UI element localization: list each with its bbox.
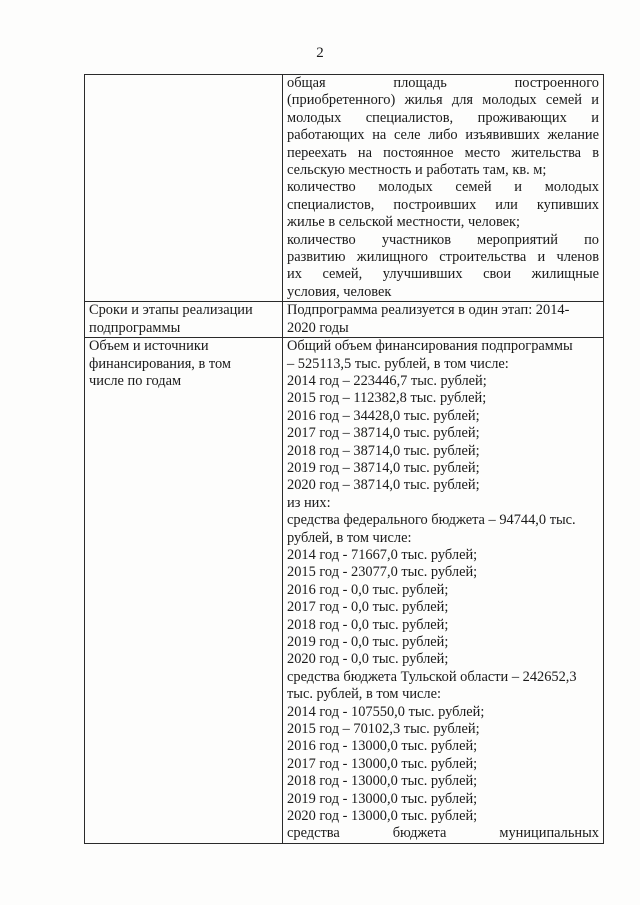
row-label-indicators <box>85 75 283 302</box>
text-line: жилье в сельской местности, человек; <box>287 214 521 231</box>
text-line: средства бюджета Тульской области – 242652,3 <box>287 668 577 685</box>
text-line: Общий объем финансирования подпрограммы <box>287 338 573 355</box>
label-line: финансирования, в том <box>89 355 232 372</box>
text-line: молодых специалистов, проживающих и <box>287 109 599 126</box>
text-line: 2015 год – 112382,8 тыс. рублей; <box>287 390 487 407</box>
row-value-indicators <box>283 75 604 302</box>
text-line: 2020 год – 38714,0 тыс. рублей; <box>287 477 480 494</box>
label-line: Сроки и этапы реализации <box>89 302 253 319</box>
text-line: сельскую местность и работать там, кв. м; <box>287 162 547 179</box>
passport-table <box>84 74 604 844</box>
text-line: 2017 год – 38714,0 тыс. рублей; <box>287 425 480 442</box>
text-line: 2014 год - 71667,0 тыс. рублей; <box>287 546 478 563</box>
text-line: 2020 год - 0,0 тыс. рублей; <box>287 651 449 668</box>
text-line: 2020 год - 13000,0 тыс. рублей; <box>287 808 478 825</box>
label-line: подпрограммы <box>89 319 181 336</box>
label-line: числе по годам <box>89 372 182 389</box>
text-line: 2015 год – 70102,3 тыс. рублей; <box>287 721 480 738</box>
text-line: средства бюджета муниципальных <box>287 825 599 842</box>
table-row-indicators <box>85 75 604 302</box>
text-line: средства федерального бюджета – 94744,0 тыс. <box>287 512 576 529</box>
row-value-financing <box>283 338 604 844</box>
text-line: 2017 год - 0,0 тыс. рублей; <box>287 599 449 616</box>
text-line: работающих на селе либо изъявивших желание <box>287 127 599 144</box>
text-line: 2016 год - 13000,0 тыс. рублей; <box>287 738 478 755</box>
text-line: 2016 год – 34428,0 тыс. рублей; <box>287 407 480 424</box>
text-line: 2016 год - 0,0 тыс. рублей; <box>287 581 449 598</box>
text-line: 2019 год - 13000,0 тыс. рублей; <box>287 790 478 807</box>
text-line: 2014 год – 223446,7 тыс. рублей; <box>287 372 487 389</box>
table-row-financing <box>85 338 604 844</box>
text-line: тыс. рублей, в том числе: <box>287 686 441 703</box>
label-line: Объем и источники <box>89 338 209 355</box>
text-line: 2019 год – 38714,0 тыс. рублей; <box>287 459 480 476</box>
text-line: общая площадь построенного <box>287 75 599 91</box>
text-line: 2020 годы <box>287 319 349 336</box>
row-value-terms <box>283 302 604 338</box>
text-line: Подпрограмма реализуется в один этап: 2014- <box>287 302 570 319</box>
text-line: 2017 год - 13000,0 тыс. рублей; <box>287 755 478 772</box>
text-line: развитию жилищного строительства и членов <box>287 249 599 266</box>
text-line: 2019 год - 0,0 тыс. рублей; <box>287 634 449 650</box>
text-line: количество молодых семей и молодых <box>287 179 599 196</box>
row-label-financing <box>85 338 283 844</box>
text-line: рублей, в том числе: <box>287 529 412 546</box>
text-line: (приобретенного) жилья для молодых семей и <box>287 92 599 109</box>
text-line: их семей, улучшивших свои жилищные <box>287 266 599 283</box>
table-row-terms <box>85 302 604 338</box>
text-line: 2018 год - 13000,0 тыс. рублей; <box>287 773 478 790</box>
text-line: переехать на постоянное место жительства в <box>287 144 599 161</box>
text-line: 2018 год - 0,0 тыс. рублей; <box>287 616 449 633</box>
text-line: – 525113,5 тыс. рублей, в том числе: <box>287 355 509 372</box>
text-line: 2014 год - 107550,0 тыс. рублей; <box>287 703 485 720</box>
row-label-terms <box>85 302 283 338</box>
text-line: специалистов, построивших или купивших <box>287 196 599 213</box>
page-number: 2 <box>316 45 324 61</box>
text-line: условия, человек <box>287 283 392 300</box>
text-line: количество участников мероприятий по <box>287 231 599 248</box>
text-line: 2015 год - 23077,0 тыс. рублей; <box>287 564 478 581</box>
text-line: 2018 год – 38714,0 тыс. рублей; <box>287 442 480 459</box>
text-line: из них: <box>287 494 331 511</box>
